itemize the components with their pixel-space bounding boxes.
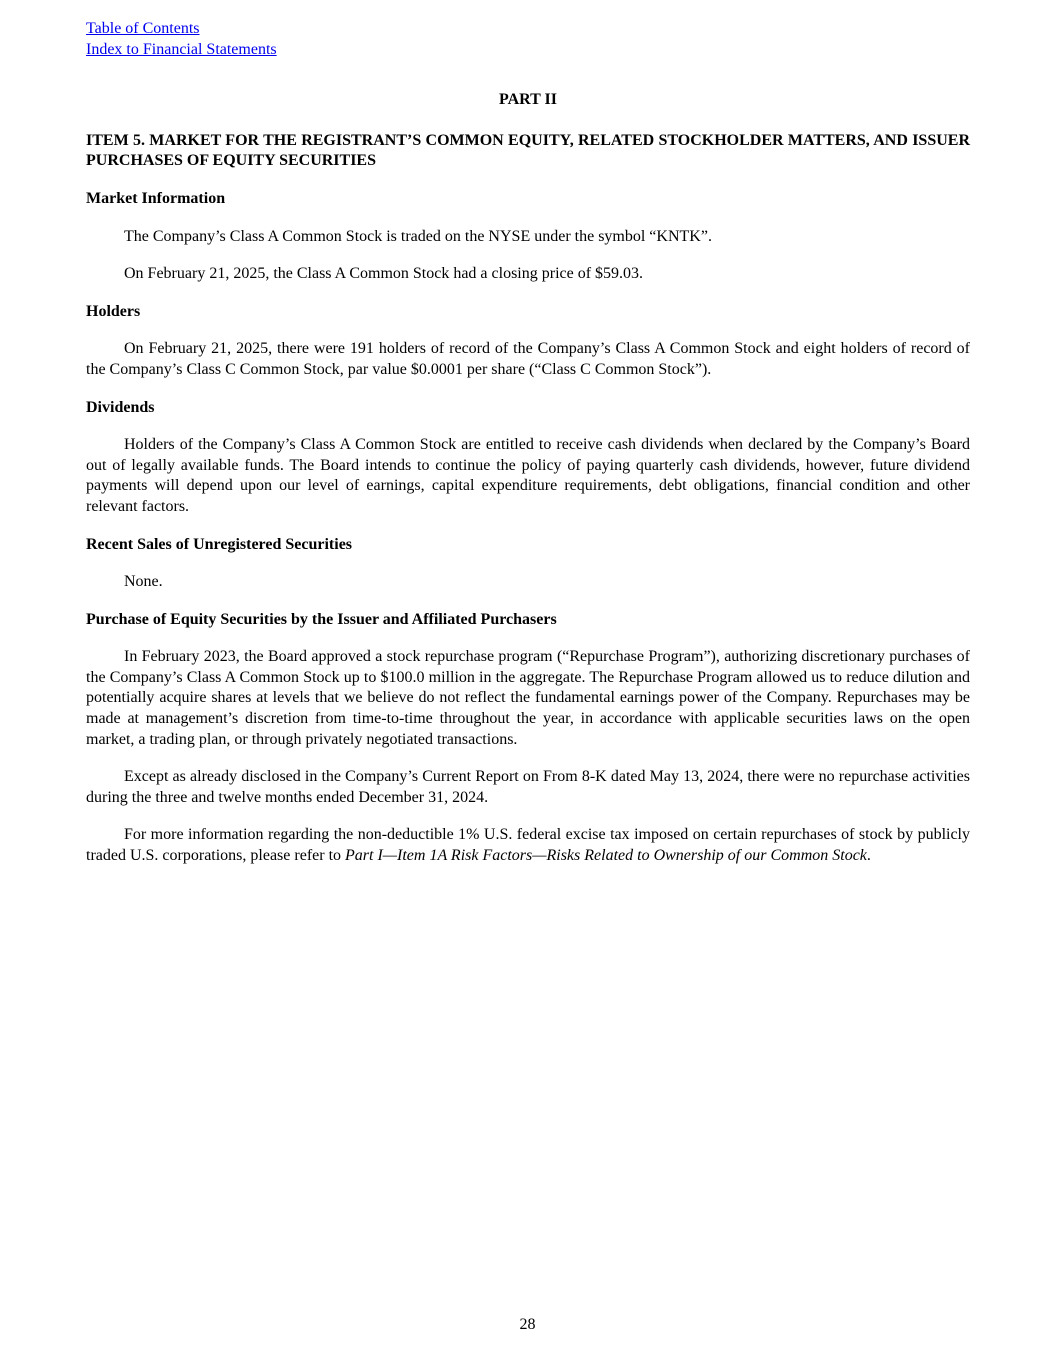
purchase-paragraph-3: [86, 825, 970, 866]
market-information-heading: Market Information: [86, 189, 226, 207]
document-page: [86, 19, 970, 867]
purchase-paragraph-2: Except as already disclosed in the Company’s Current Report on From 8-K dated May 13, 2024, there were no repurchase activities during the three and twelve months ended December 31, 2024.: [86, 768, 970, 806]
item-title: ITEM 5. MARKET FOR THE REGISTRANT’S COMMON EQUITY, RELATED STOCKHOLDER MATTERS, AND ISSUER PURCHASES OF EQUITY SECURITIES: [86, 131, 970, 170]
risk-factors-reference: Part I—Item 1A Risk Factors—Risks Related to Ownership of our Common Stock: [345, 847, 867, 865]
purchase-paragraph-1: In February 2023, the Board approved a stock repurchase program (“Repurchase Program”), authorizing discretionary purchases of the Company’s Class A Common Stock up to $100.0 million in the aggregate. The Repurchase Program allowed us to reduce dilution and potentially acquire shares at levels that we believe do not reflect the fundamental earnings power of the Company. Repurchases may be made at management’s discretion from time-to-time throughout the year, in accordance with applicable securities laws on the open market, a trading plan, or through privately negotiated transactions.: [86, 648, 970, 748]
table-of-contents-link[interactable]: Table of Contents: [86, 20, 200, 37]
dividends-paragraph: Holders of the Company’s Class A Common Stock are entitled to receive cash dividends when declared by the Company’s Board out of legally available funds. The Board intends to continue the policy of paying quarterly cash dividends, however, future dividend payments will depend upon our level of earnings, capital expenditure requirements, debt obligations, financial condition and other relevant factors.: [86, 436, 970, 515]
purchase-heading: Purchase of Equity Securities by the Issuer and Affiliated Purchasers: [86, 610, 557, 628]
recent-sales-paragraph: None.: [124, 573, 163, 591]
market-paragraph-2: On February 21, 2025, the Class A Common Stock had a closing price of $59.03.: [124, 265, 644, 283]
holders-paragraph: On February 21, 2025, there were 191 holders of record of the Company’s Class A Common Stock and eight holders of record of the Company’s Class C Common Stock, par value $0.0001 per share (“Class C Common Stock”).: [86, 340, 970, 378]
nav-links: [86, 19, 970, 60]
page-number: 28: [519, 1316, 536, 1333]
index-financial-statements-link[interactable]: Index to Financial Statements: [86, 40, 277, 58]
holders-heading: Holders: [86, 302, 141, 320]
purchase-paragraph-3-text: For more information regarding the non-deductible 1% U.S. federal excise tax imposed on certain repurchases of stock by publicly traded U.S. corporations, please refer to: [86, 826, 970, 865]
recent-sales-heading: Recent Sales of Unregistered Securities: [86, 535, 353, 553]
part-title: PART II: [499, 91, 557, 109]
dividends-heading: Dividends: [86, 398, 155, 416]
purchase-paragraph-3-end: .: [866, 847, 871, 865]
market-paragraph-1: The Company’s Class A Common Stock is traded on the NYSE under the symbol “KNTK”.: [124, 227, 712, 245]
